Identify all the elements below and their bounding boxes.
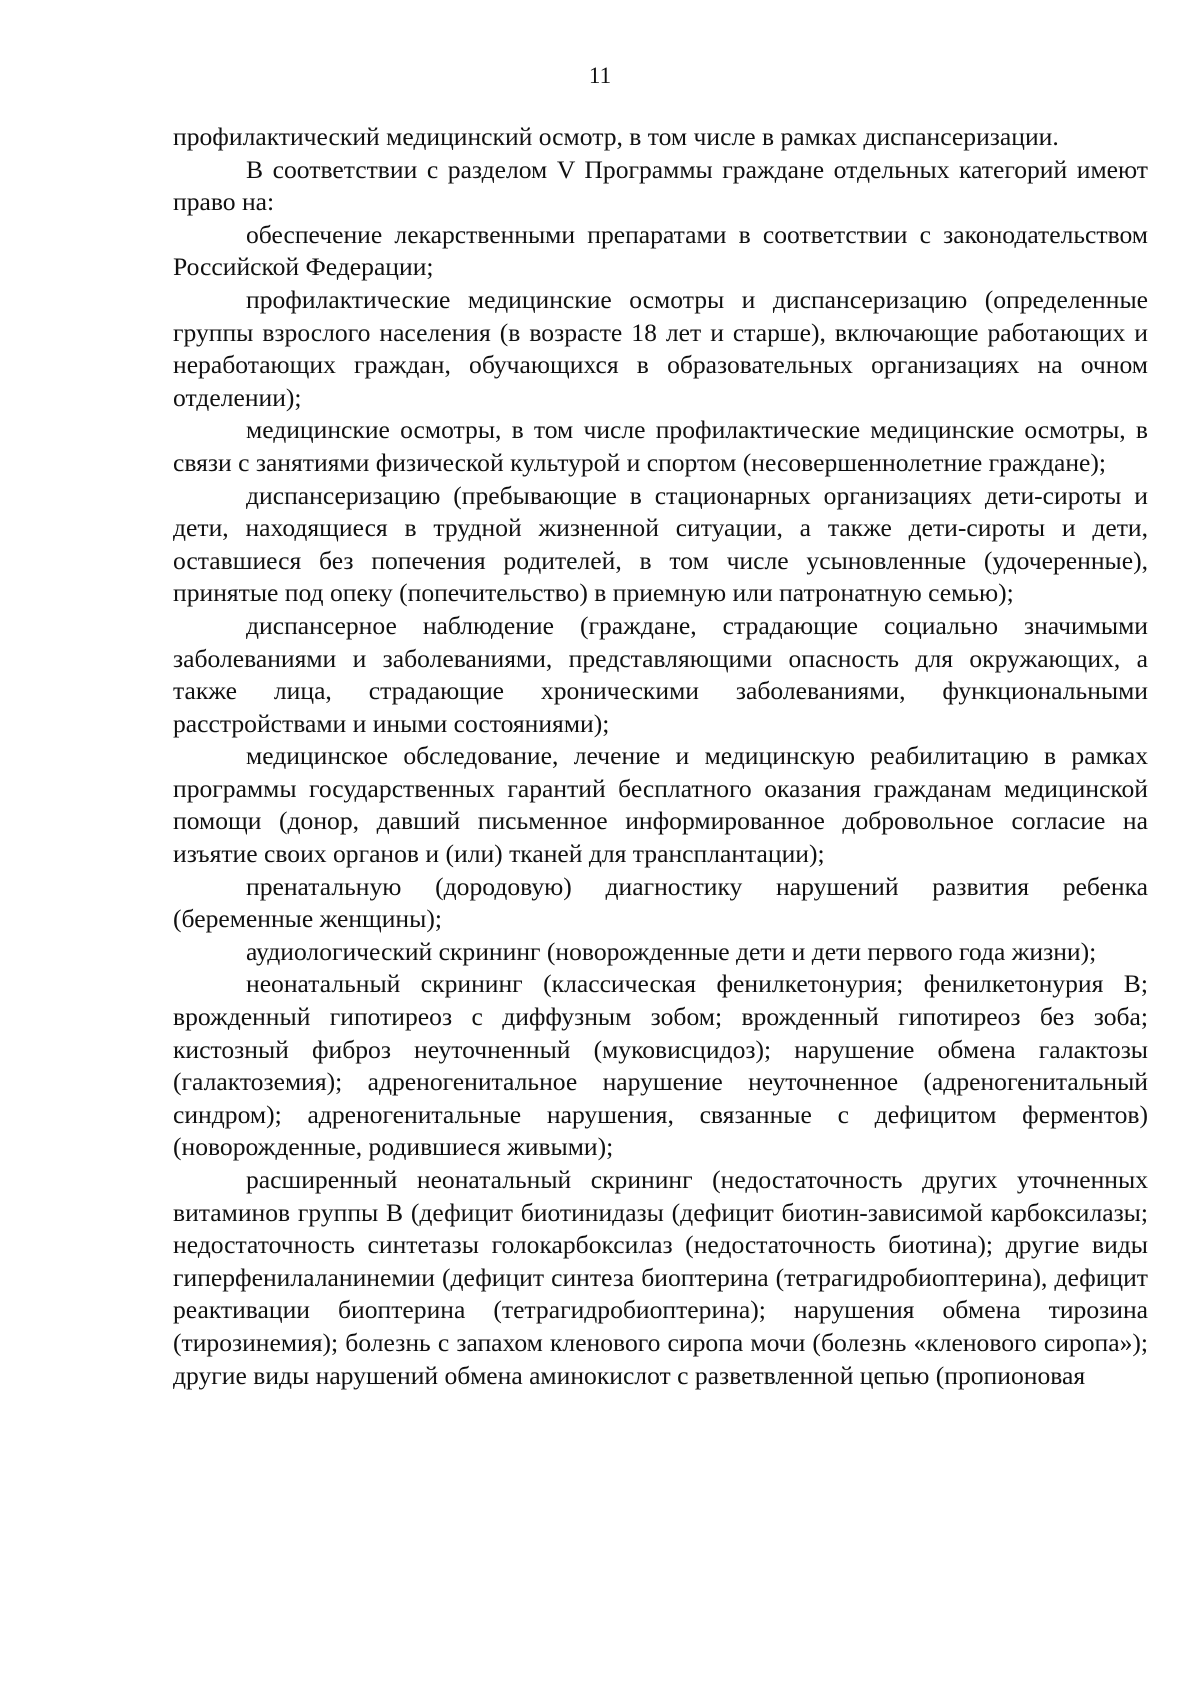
paragraph: В соответствии с разделом V Программы граждане отдельных категорий имеют право на:	[173, 154, 1148, 217]
list-item: неонатальный скрининг (классическая фенилкетонурия; фенилкетонурия B; врожденный гипотиреоз с диффузным зобом; врожденный гипотиреоз без зоба; кистозный фиброз неуточненный (муковисцидоз); нарушение обмена галактозы (галактоземия); адреногенитальное нарушение неуточненное (адреногенитальный синдром); адреногенитальные нарушения, связанные с дефицитом ферментов) (новорожденные, родившиеся живыми);	[173, 969, 1148, 1162]
list-item: медицинские осмотры, в том числе профилактические медицинские осмотры, в связи с занятиями физической культурой и спортом (несовершеннолетние граждане);	[173, 415, 1148, 477]
list-item: профилактические медицинские осмотры и диспансеризацию (определенные группы взрослого населения (в возрасте 18 лет и старше), включающие работающих и неработающих граждан, обучающихся в образовательных организациях на очном отделении);	[173, 284, 1148, 412]
page-number: 11	[588, 63, 612, 88]
list-item: диспансеризацию (пребывающие в стационарных организациях дети-сироты и дети, находящиеся в трудной жизненной ситуации, а также дети-сироты и дети, оставшиеся без попечения родителей, в том числе усыновленные (удочеренные), принятые под опеку (попечительство) в приемную или патронатную семью);	[173, 480, 1148, 608]
document-body	[173, 121, 1148, 1392]
list-item: диспансерное наблюдение (граждане, страдающие социально значимыми заболеваниями и заболеваниями, представляющими опасность для окружающих, а также лица, страдающие хроническими заболеваниями, функциональными расстройствами и иными состояниями);	[173, 610, 1148, 738]
list-item: аудиологический скрининг (новорожденные дети и дети первого года жизни);	[246, 936, 1097, 966]
list-item: медицинское обследование, лечение и медицинскую реабилитацию в рамках программы государственных гарантий бесплатного оказания гражданам медицинской помощи (донор, давший письменное информированное добровольное согласие на изъятие своих органов и (или) тканей для трансплантации);	[173, 741, 1148, 869]
list-item: пренатальную (дородовую) диагностику нарушений развития ребенка (беременные женщины);	[173, 871, 1148, 934]
paragraph: профилактический медицинский осмотр, в том числе в рамках диспансеризации.	[173, 122, 1059, 151]
list-item: расширенный неонатальный скрининг (недостаточность других уточненных витаминов группы B (дефицит биотинидазы (дефицит биотин-зависимой карбоксилазы; недостаточность синтетазы голокарбоксилаз (недостаточность биотина); другие виды гиперфенилаланинемии (дефицит синтеза биоптерина (тетрагидробиоптерина), дефицит реактивации биоптерина (тетрагидробиоптерина); нарушения обмена тирозина (тирозинемия); болезнь с запахом кленового сиропа мочи (болезнь «кленового сиропа»); другие виды нарушений обмена аминокислот с разветвленной цепью (пропионовая	[173, 1165, 1148, 1390]
list-item: обеспечение лекарственными препаратами в соответствии с законодательством Российской Федерации;	[173, 219, 1148, 282]
